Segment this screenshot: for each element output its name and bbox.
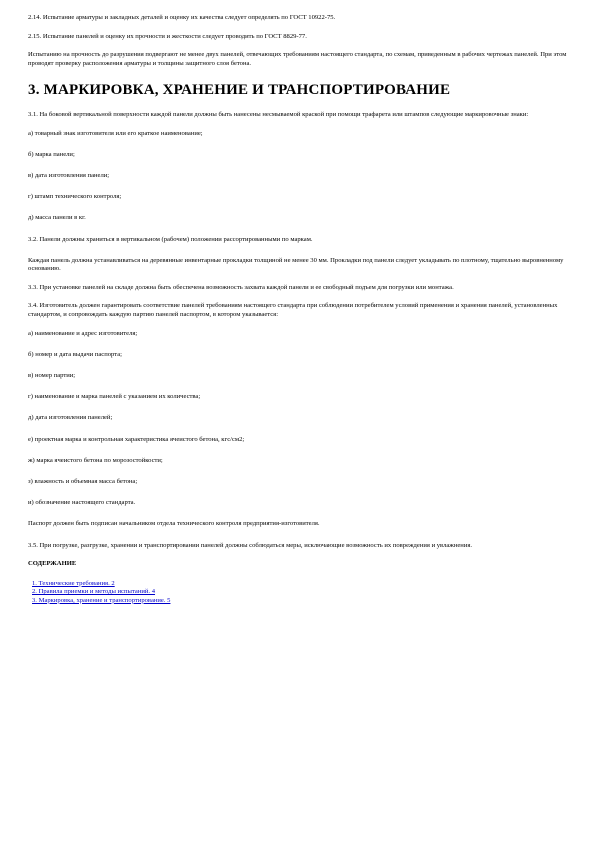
list-item: в) номер партии;	[28, 372, 76, 380]
paragraph-strength-test: Испытанию на прочность до разрушения подвергают не менее двух панелей, отвечающих требованиям настоящего стандарта, по схемам, приведенным в рабочих чертежах панелей. При этом проводят проверку расположения арматуры и толщины защитного слоя бетона.	[28, 51, 567, 67]
toc-title: СОДЕРЖАНИЕ	[28, 560, 77, 568]
list-item: б) марка панели;	[28, 150, 75, 158]
table-of-contents	[32, 580, 568, 605]
paragraph-3-2: 3.2. Панели должны храниться в вертикальном (рабочем) положении рассортированными по маркам.	[28, 235, 313, 243]
paragraph-3-4: 3.4. Изготовитель должен гарантировать соответствие панелей требованиям настоящего стандарта при соблюдении потребителем условий применения и хранения панелей, установленных стандартом, и сопровождать каждую партию панелей паспортом, в котором указывается:	[28, 302, 558, 319]
toc-link-2[interactable]: 2. Правила приемки и методы испытаний. 4	[32, 588, 156, 596]
toc-item	[32, 588, 568, 596]
paragraph-spacers: Каждая панель должна устанавливаться на деревянные инвентарные прокладки толщиной не менее 30 мм. Прокладки под панели следует укладывать по плотному, тщательно выровненному основанию.	[28, 256, 564, 273]
list-item: е) проектная марка и контрольная характеристика ячеистого бетона, кгс/см2;	[28, 435, 245, 443]
paragraph-3-1: 3.1. На боковой вертикальной поверхности каждой панели должны быть нанесены несмываемой краской при помощи трафарета или штампов следующие маркировочные знаки:	[28, 110, 529, 118]
paragraph-2-14: 2.14. Испытание арматуры и закладных деталей и оценку их качества следует определять по ГОСТ 10922-75.	[28, 14, 336, 21]
list-item: д) дата изготовления панелей;	[28, 414, 113, 422]
section-title: 3. МАРКИРОВКА, ХРАНЕНИЕ И ТРАНСПОРТИРОВАНИЕ	[28, 81, 451, 98]
document-page	[28, 14, 568, 605]
paragraph-3-3: 3.3. При установке панелей на складе должна быть обеспечена возможность захвата каждой панели и ее свободный подъем для погрузки или монтажа.	[28, 283, 454, 291]
list-item: и) обозначение настоящего стандарта.	[28, 499, 136, 507]
list-item: ж) марка ячеистого бетона по морозостойкости;	[28, 456, 163, 464]
list-item: а) товарный знак изготовителя или его краткое наименование;	[28, 129, 203, 137]
list-item: б) номер и дата выдачи паспорта;	[28, 350, 122, 358]
paragraph-2-15: 2.15. Испытание панелей и оценку их прочности и жесткости следует проводить по ГОСТ 8829-77.	[28, 32, 307, 40]
list-item: д) масса панели в кг.	[28, 214, 86, 222]
paragraph-passport-signature: Паспорт должен быть подписан начальником отдела технического контроля предприятия-изготовителя.	[28, 520, 320, 528]
list-item: а) наименование и адрес изготовителя;	[28, 329, 138, 337]
list-item: г) штамп технического контроля;	[28, 193, 122, 201]
toc-link-1[interactable]: 1. Технические требования. 2	[32, 579, 115, 587]
toc-link-3[interactable]: 3. Маркировка, хранение и транспортирование. 5	[32, 596, 171, 604]
toc-item	[32, 597, 568, 605]
list-item: г) наименование и марка панелей с указанием их количества;	[28, 393, 201, 401]
list-item: з) влажность и объемная масса бетона;	[28, 477, 138, 485]
toc-item	[32, 580, 568, 588]
paragraph-3-5: 3.5. При погрузке, разгрузке, хранении и транспортировании панелей должны соблюдаться меры, исключающие возможность их повреждения и увлажнения.	[28, 541, 473, 549]
list-item: в) дата изготовления панели;	[28, 171, 110, 179]
